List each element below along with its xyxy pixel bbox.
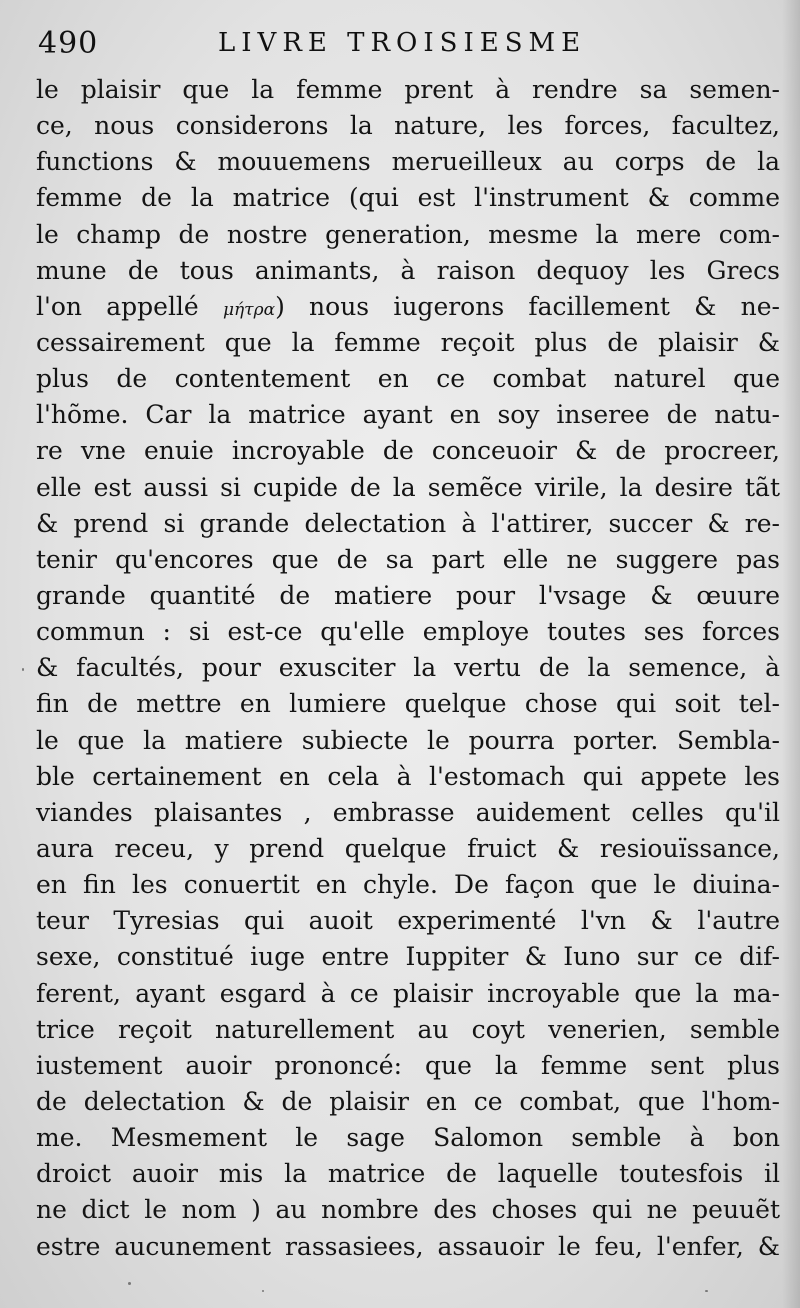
- text-line: elle est aussi si cupide de la semẽce virile, la desire tãt: [36, 472, 780, 502]
- text-line: teur Tyresias qui auoit experimenté l'vn & l'autre: [36, 906, 780, 936]
- text-line: cessairement que la femme reçoit plus de plaisir &: [36, 327, 780, 357]
- page-number: 490: [38, 26, 99, 61]
- text-line: le champ de nostre generation, mesme la mere com-: [36, 219, 780, 249]
- text-line: viandes plaisantes , embrasse auidement celles qu'il: [36, 797, 780, 827]
- text-line: fin de mettre en lumiere quelque chose qui soit tel-: [36, 689, 780, 719]
- text-line: le plaisir que la femme prent à rendre sa semen-: [36, 75, 780, 104]
- text-line: de delectation & de plaisir en ce combat, que l'hom-: [36, 1086, 780, 1116]
- paper-speck: [705, 1290, 708, 1292]
- text-line: sexe, constitué iuge entre Iuppiter & Iuno sur ce dif-: [36, 942, 780, 972]
- text-line: grande quantité de matiere pour l'vsage & œuure: [36, 580, 780, 610]
- text-line: tenir qu'encores que de sa part elle ne suggere pas: [36, 544, 780, 574]
- text-line-with-greek: [36, 289, 780, 325]
- text-line: functions & mouuemens merueilleux au corps de la: [36, 147, 780, 177]
- text-line: ble certainement en cela à l'estomach qui appete les: [36, 761, 780, 791]
- running-head: LIVRE TROISIESME: [218, 28, 587, 58]
- page-header: [38, 26, 778, 66]
- text-line: & prend si grande delectation à l'attirer, succer & re-: [36, 508, 780, 538]
- text-line: trice reçoit naturellement au coyt venerien, semble: [36, 1014, 780, 1044]
- text-line: le que la matiere subiecte le pourra porter. Sembla-: [36, 725, 780, 755]
- text-segment: ) nous iugerons facillement & ne-: [275, 291, 780, 321]
- text-line: mune de tous animants, à raison dequoy les Grecs: [36, 255, 780, 285]
- text-line: femme de la matrice (qui est l'instrument & comme: [36, 183, 780, 213]
- text-line: estre aucunement rassasiees, assauoir le feu, l'enfer, &: [36, 1231, 780, 1261]
- text-line: ne dict le nom ) au nombre des choses qui ne peuuẽt: [36, 1195, 780, 1225]
- paper-speck: [128, 1282, 131, 1285]
- text-line: en fin les conuertit en chyle. De façon que le diuina-: [36, 870, 780, 900]
- text-line: droict auoir mis la matrice de laquelle toutesfois il: [36, 1159, 780, 1189]
- text-line: iustement auoir prononcé: que la femme sent plus: [36, 1050, 780, 1080]
- body-text: [36, 72, 780, 1265]
- text-line: plus de contentement en ce combat naturel que: [36, 364, 780, 394]
- text-segment: l'on appellé: [36, 291, 199, 321]
- paper-speck: [262, 1290, 264, 1292]
- text-line: aura receu, y prend quelque fruict & resiouïssance,: [36, 833, 780, 863]
- text-line: ferent, ayant esgard à ce plaisir incroyable que la ma-: [36, 978, 780, 1008]
- gutter-shadow: [782, 0, 800, 1308]
- text-line: commun : si est-ce qu'elle employe toutes ses forces: [36, 617, 780, 647]
- text-line: l'hõme. Car la matrice ayant en soy inseree de natu-: [36, 400, 780, 430]
- text-line: ce, nous considerons la nature, les forces, facultez,: [36, 111, 780, 141]
- text-line: me. Mesmement le sage Salomon semble à bon: [36, 1123, 780, 1153]
- text-line: & facultés, pour exusciter la vertu de la semence, à: [36, 653, 780, 683]
- text-line: re vne enuie incroyable de conceuoir & de procreer,: [36, 436, 780, 466]
- greek-word: μήτρα: [222, 299, 276, 320]
- paper-speck: [22, 668, 24, 671]
